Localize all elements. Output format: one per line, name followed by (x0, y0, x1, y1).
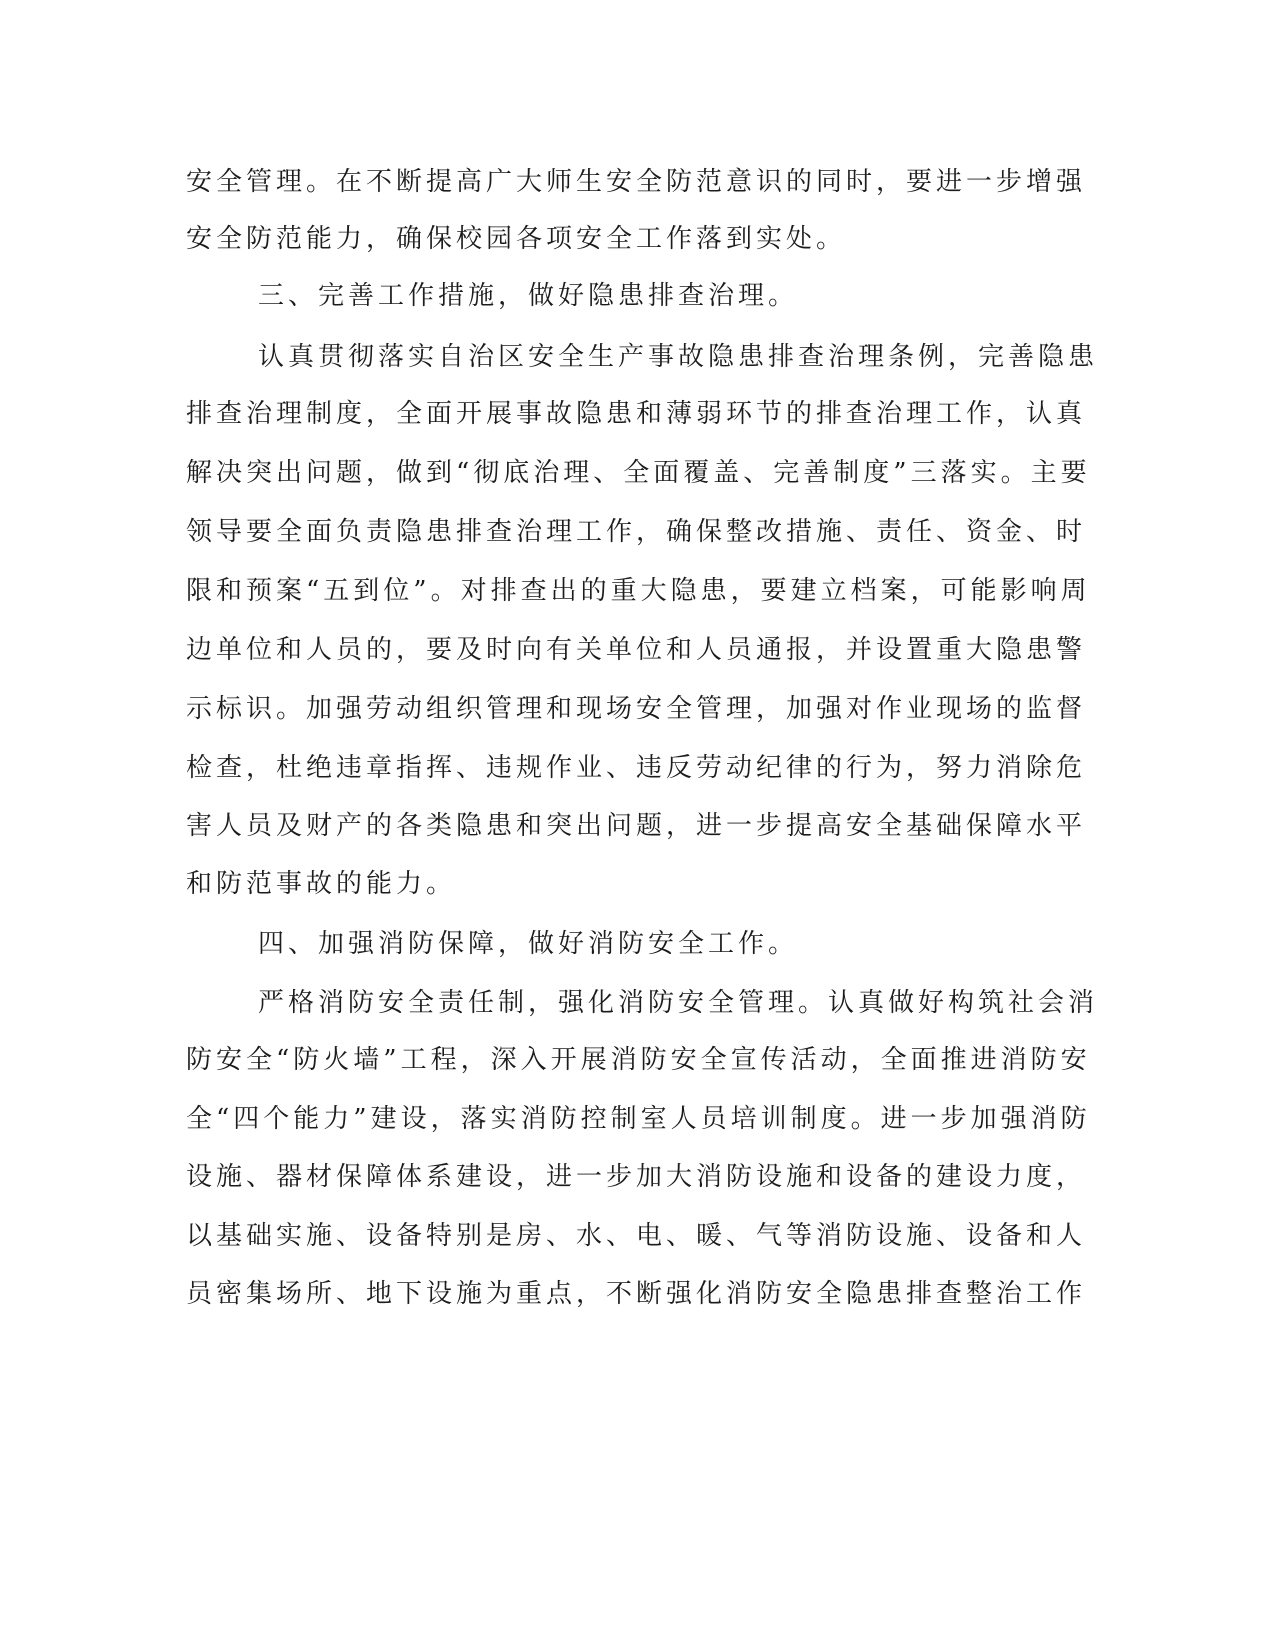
text-line: 设施、器材保障体系建设，进一步加大消防设施和设备的建设力度， (186, 1162, 1087, 1192)
text-line: 领导要全面负责隐患排查治理工作，确保整改措施、责任、资金、时 (186, 517, 1087, 547)
text-line: 解决突出问题，做到“彻底治理、全面覆盖、完善制度”三落实。主要 (186, 458, 1091, 488)
text-line: 安全管理。在不断提高广大师生安全防范意识的同时，要进一步增强 (186, 167, 1087, 197)
text-line: 示标识。加强劳动组织管理和现场安全管理，加强对作业现场的监督 (186, 694, 1087, 724)
text-line: 员密集场所、地下设施为重点，不断强化消防安全隐患排查整治工作 (186, 1279, 1087, 1309)
text-line: 认真贯彻落实自治区安全生产事故隐患排查治理条例，完善隐患 (258, 342, 1099, 372)
text-line: 限和预案“五到位”。对排查出的重大隐患，要建立档案，可能影响周 (186, 576, 1091, 606)
text-line: 严格消防安全责任制，强化消防安全管理。认真做好构筑社会消 (258, 988, 1099, 1018)
text-line: 全“四个能力”建设，落实消防控制室人员培训制度。进一步加强消防 (186, 1104, 1091, 1134)
text-line: 安全防范能力，确保校园各项安全工作落到实处。 (186, 224, 847, 254)
text-line: 防安全“防火墙”工程，深入开展消防安全宣传活动，全面推进消防安 (186, 1045, 1091, 1075)
text-line: 和防范事故的能力。 (186, 869, 457, 899)
text-line: 以基础实施、设备特别是房、水、电、暖、气等消防设施、设备和人 (186, 1221, 1087, 1251)
text-line: 排查治理制度，全面开展事故隐患和薄弱环节的排查治理工作，认真 (186, 399, 1087, 429)
section-heading: 四、加强消防保障，做好消防安全工作。 (258, 929, 799, 959)
text-line: 害人员及财产的各类隐患和突出问题，进一步提高安全基础保障水平 (186, 811, 1087, 841)
text-line: 边单位和人员的，要及时向有关单位和人员通报，并设置重大隐患警 (186, 635, 1087, 665)
section-heading: 三、完善工作措施，做好隐患排查治理。 (258, 281, 799, 311)
text-line: 检查，杜绝违章指挥、违规作业、违反劳动纪律的行为，努力消除危 (186, 753, 1087, 783)
